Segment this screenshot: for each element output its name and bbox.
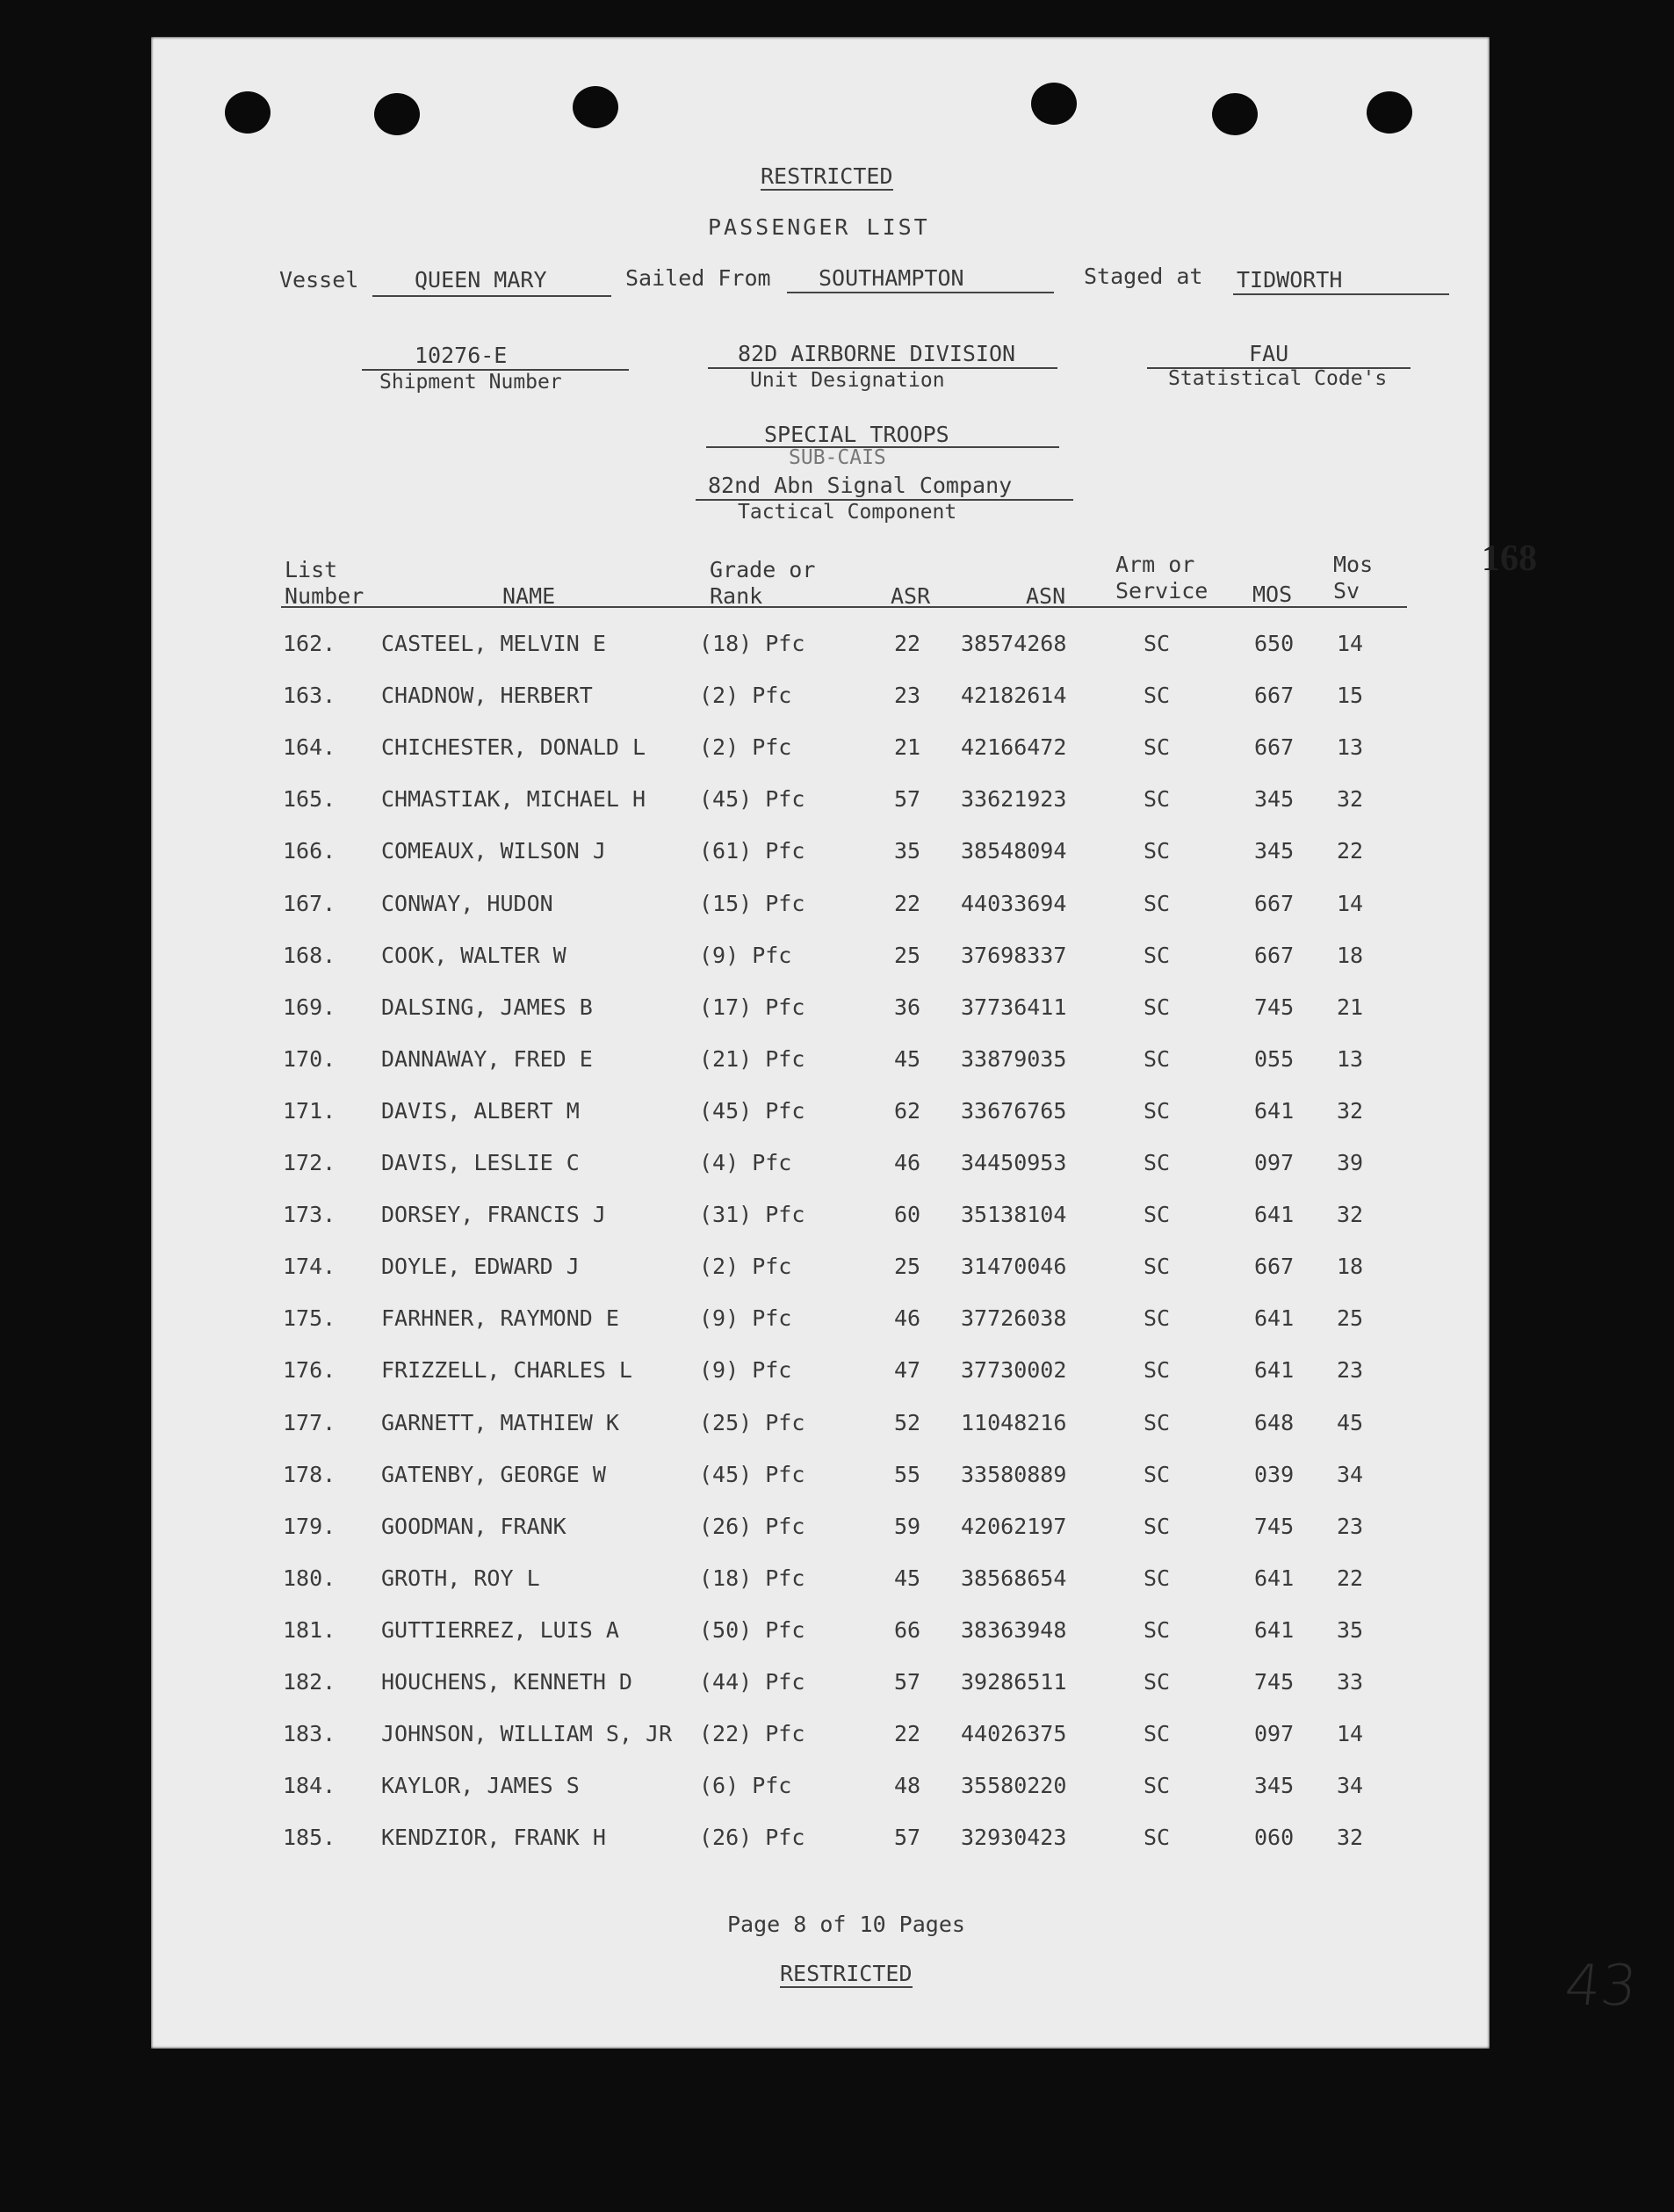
staged-value: TIDWORTH xyxy=(1237,267,1343,293)
row-asn: 44033694 xyxy=(961,891,1067,916)
row-asn: 39286511 xyxy=(961,1669,1067,1695)
row-arm: SC xyxy=(1144,1150,1171,1175)
row-grade: (18) Pfc xyxy=(699,631,805,656)
row-asn: 38548094 xyxy=(961,838,1067,864)
punch-hole-1 xyxy=(225,91,271,134)
row-asn: 37736411 xyxy=(961,994,1067,1020)
row-mos: 667 xyxy=(1254,683,1295,708)
row-mos: 345 xyxy=(1254,838,1295,864)
col-mos-sv-text: Mos Sv xyxy=(1333,552,1374,604)
row-asr: 46 xyxy=(894,1305,921,1331)
row-mos-sv: 22 xyxy=(1337,838,1364,864)
row-mos: 039 xyxy=(1254,1462,1295,1487)
row-name: GATENBY, GEORGE W xyxy=(381,1462,606,1487)
row-name: COMEAUX, WILSON J xyxy=(381,838,606,864)
row-asr: 23 xyxy=(894,683,921,708)
row-asn: 37698337 xyxy=(961,943,1067,968)
row-mos-sv: 34 xyxy=(1337,1462,1364,1487)
punch-hole-6 xyxy=(1367,91,1412,134)
row-arm: SC xyxy=(1144,1357,1171,1383)
row-arm: SC xyxy=(1144,1721,1171,1746)
col-list-number-text: List Number xyxy=(285,557,364,609)
row-list-number: 179. xyxy=(283,1514,336,1539)
row-asr: 47 xyxy=(894,1357,921,1383)
row-grade: (9) Pfc xyxy=(699,1357,792,1383)
row-arm: SC xyxy=(1144,631,1171,656)
row-name: KAYLOR, JAMES S xyxy=(381,1773,580,1798)
restricted-top: RESTRICTED xyxy=(761,163,893,189)
row-arm: SC xyxy=(1144,1462,1171,1487)
row-asn: 44026375 xyxy=(961,1721,1067,1746)
row-asr: 25 xyxy=(894,1254,921,1279)
vessel-value: QUEEN MARY xyxy=(415,267,547,293)
row-arm: SC xyxy=(1144,734,1171,760)
row-mos: 648 xyxy=(1254,1410,1295,1435)
row-list-number: 170. xyxy=(283,1046,336,1072)
row-arm: SC xyxy=(1144,1669,1171,1695)
col-arm-text: Arm or Service xyxy=(1115,552,1209,604)
row-arm: SC xyxy=(1144,1410,1171,1435)
list-title: PASSENGER LIST xyxy=(708,214,930,240)
col-asn: ASN xyxy=(1026,583,1066,609)
row-asr: 46 xyxy=(894,1150,921,1175)
row-list-number: 173. xyxy=(283,1202,336,1227)
row-grade: (18) Pfc xyxy=(699,1565,805,1591)
col-grade-text: Grade or Rank xyxy=(710,557,816,609)
row-asn: 33621923 xyxy=(961,786,1067,812)
tactical-label: Tactical Component xyxy=(738,501,957,524)
row-asr: 48 xyxy=(894,1773,921,1798)
row-list-number: 167. xyxy=(283,891,336,916)
row-name: GROTH, ROY L xyxy=(381,1565,540,1591)
row-asr: 45 xyxy=(894,1565,921,1591)
row-name: JOHNSON, WILLIAM S, JR xyxy=(381,1721,673,1746)
stat-label: Statistical Code's xyxy=(1168,367,1388,390)
row-mos: 745 xyxy=(1254,1669,1295,1695)
row-arm: SC xyxy=(1144,1305,1171,1331)
row-grade: (61) Pfc xyxy=(699,838,805,864)
sailed-underline xyxy=(787,292,1054,293)
row-asn: 38363948 xyxy=(961,1617,1067,1643)
row-asn: 42166472 xyxy=(961,734,1067,760)
row-mos: 667 xyxy=(1254,734,1295,760)
row-arm: SC xyxy=(1144,1202,1171,1227)
row-asn: 33580889 xyxy=(961,1462,1067,1487)
handwritten-number: 43 xyxy=(1562,1954,1641,2019)
staged-underline xyxy=(1233,293,1449,295)
row-mos: 097 xyxy=(1254,1150,1295,1175)
page-stamp-number: 168 xyxy=(1482,539,1537,579)
row-name: DOYLE, EDWARD J xyxy=(381,1254,580,1279)
row-mos: 345 xyxy=(1254,786,1295,812)
row-asn: 11048216 xyxy=(961,1410,1067,1435)
row-mos-sv: 39 xyxy=(1337,1150,1364,1175)
row-mos: 641 xyxy=(1254,1098,1295,1124)
row-grade: (9) Pfc xyxy=(699,1305,792,1331)
row-asn: 32930423 xyxy=(961,1825,1067,1850)
sub-unit-label: SUB-CAIS xyxy=(789,446,886,469)
row-list-number: 182. xyxy=(283,1669,336,1695)
row-arm: SC xyxy=(1144,838,1171,864)
row-list-number: 176. xyxy=(283,1357,336,1383)
row-mos-sv: 32 xyxy=(1337,1202,1364,1227)
row-asr: 22 xyxy=(894,1721,921,1746)
row-mos: 641 xyxy=(1254,1565,1295,1591)
row-name: HOUCHENS, KENNETH D xyxy=(381,1669,632,1695)
row-mos: 667 xyxy=(1254,943,1295,968)
row-asr: 52 xyxy=(894,1410,921,1435)
row-name: CHMASTIAK, MICHAEL H xyxy=(381,786,646,812)
row-grade: (22) Pfc xyxy=(699,1721,805,1746)
row-list-number: 163. xyxy=(283,683,336,708)
shipment-label: Shipment Number xyxy=(379,371,562,394)
row-grade: (31) Pfc xyxy=(699,1202,805,1227)
row-grade: (26) Pfc xyxy=(699,1514,805,1539)
row-asr: 22 xyxy=(894,891,921,916)
row-asr: 45 xyxy=(894,1046,921,1072)
row-list-number: 184. xyxy=(283,1773,336,1798)
punch-hole-2 xyxy=(374,93,420,135)
punch-hole-4 xyxy=(1031,83,1077,125)
row-grade: (45) Pfc xyxy=(699,786,805,812)
row-mos-sv: 21 xyxy=(1337,994,1364,1020)
row-name: DALSING, JAMES B xyxy=(381,994,593,1020)
row-grade: (2) Pfc xyxy=(699,734,792,760)
row-name: FARHNER, RAYMOND E xyxy=(381,1305,619,1331)
col-mos-sv xyxy=(1333,552,1386,604)
row-arm: SC xyxy=(1144,1514,1171,1539)
row-asr: 35 xyxy=(894,838,921,864)
row-list-number: 183. xyxy=(283,1721,336,1746)
row-mos: 641 xyxy=(1254,1305,1295,1331)
row-list-number: 172. xyxy=(283,1150,336,1175)
row-asn: 38568654 xyxy=(961,1565,1067,1591)
row-asr: 62 xyxy=(894,1098,921,1124)
row-grade: (45) Pfc xyxy=(699,1462,805,1487)
row-asr: 66 xyxy=(894,1617,921,1643)
row-mos-sv: 18 xyxy=(1337,1254,1364,1279)
row-list-number: 162. xyxy=(283,631,336,656)
row-name: CHADNOW, HERBERT xyxy=(381,683,593,708)
row-mos: 641 xyxy=(1254,1617,1295,1643)
col-grade xyxy=(710,557,824,610)
row-name: CASTEEL, MELVIN E xyxy=(381,631,606,656)
row-arm: SC xyxy=(1144,1098,1171,1124)
row-arm: SC xyxy=(1144,1254,1171,1279)
row-list-number: 168. xyxy=(283,943,336,968)
document-page xyxy=(151,37,1641,2049)
restricted-bottom: RESTRICTED xyxy=(780,1961,913,1986)
row-mos: 650 xyxy=(1254,631,1295,656)
col-arm xyxy=(1115,552,1221,604)
row-list-number: 171. xyxy=(283,1098,336,1124)
row-asn: 31470046 xyxy=(961,1254,1067,1279)
row-asr: 57 xyxy=(894,1669,921,1695)
row-mos: 745 xyxy=(1254,1514,1295,1539)
row-mos-sv: 13 xyxy=(1337,734,1364,760)
row-mos-sv: 23 xyxy=(1337,1357,1364,1383)
row-grade: (6) Pfc xyxy=(699,1773,792,1798)
row-name: DORSEY, FRANCIS J xyxy=(381,1202,606,1227)
row-asr: 25 xyxy=(894,943,921,968)
row-grade: (45) Pfc xyxy=(699,1098,805,1124)
row-mos-sv: 14 xyxy=(1337,631,1364,656)
row-grade: (2) Pfc xyxy=(699,683,792,708)
row-asr: 36 xyxy=(894,994,921,1020)
row-name: CONWAY, HUDON xyxy=(381,891,553,916)
row-mos-sv: 25 xyxy=(1337,1305,1364,1331)
row-mos-sv: 18 xyxy=(1337,943,1364,968)
row-asn: 35138104 xyxy=(961,1202,1067,1227)
row-asn: 42062197 xyxy=(961,1514,1067,1539)
row-grade: (2) Pfc xyxy=(699,1254,792,1279)
row-name: GARNETT, MATHIEW K xyxy=(381,1410,619,1435)
row-grade: (4) Pfc xyxy=(699,1150,792,1175)
row-name: GUTTIERREZ, LUIS A xyxy=(381,1617,619,1643)
row-arm: SC xyxy=(1144,994,1171,1020)
row-asr: 22 xyxy=(894,631,921,656)
row-asn: 38574268 xyxy=(961,631,1067,656)
row-arm: SC xyxy=(1144,1773,1171,1798)
row-mos: 667 xyxy=(1254,1254,1295,1279)
sailed-label: Sailed From xyxy=(625,265,771,291)
row-mos-sv: 14 xyxy=(1337,891,1364,916)
row-name: FRIZZELL, CHARLES L xyxy=(381,1357,632,1383)
row-grade: (17) Pfc xyxy=(699,994,805,1020)
tactical-value: 82nd Abn Signal Company xyxy=(708,473,1013,498)
row-mos: 745 xyxy=(1254,994,1295,1020)
row-mos-sv: 32 xyxy=(1337,1098,1364,1124)
row-mos-sv: 23 xyxy=(1337,1514,1364,1539)
vessel-underline xyxy=(372,295,611,297)
row-asn: 42182614 xyxy=(961,683,1067,708)
row-arm: SC xyxy=(1144,1046,1171,1072)
row-asn: 34450953 xyxy=(961,1150,1067,1175)
row-asn: 37730002 xyxy=(961,1357,1067,1383)
row-list-number: 178. xyxy=(283,1462,336,1487)
col-name: NAME xyxy=(502,583,556,609)
row-name: KENDZIOR, FRANK H xyxy=(381,1825,606,1850)
row-list-number: 164. xyxy=(283,734,336,760)
row-mos: 097 xyxy=(1254,1721,1295,1746)
row-list-number: 180. xyxy=(283,1565,336,1591)
row-grade: (25) Pfc xyxy=(699,1410,805,1435)
unit-label: Unit Designation xyxy=(750,369,945,392)
row-arm: SC xyxy=(1144,891,1171,916)
row-list-number: 174. xyxy=(283,1254,336,1279)
row-name: DANNAWAY, FRED E xyxy=(381,1046,593,1072)
row-grade: (21) Pfc xyxy=(699,1046,805,1072)
row-mos-sv: 13 xyxy=(1337,1046,1364,1072)
row-asn: 37726038 xyxy=(961,1305,1067,1331)
row-arm: SC xyxy=(1144,943,1171,968)
page-info: Page 8 of 10 Pages xyxy=(727,1912,965,1937)
row-mos: 055 xyxy=(1254,1046,1295,1072)
row-asr: 21 xyxy=(894,734,921,760)
row-arm: SC xyxy=(1144,1617,1171,1643)
row-grade: (15) Pfc xyxy=(699,891,805,916)
punch-hole-3 xyxy=(573,86,618,128)
sub-unit: SPECIAL TROOPS xyxy=(764,422,949,447)
row-arm: SC xyxy=(1144,683,1171,708)
row-asr: 60 xyxy=(894,1202,921,1227)
row-grade: (26) Pfc xyxy=(699,1825,805,1850)
row-grade: (50) Pfc xyxy=(699,1617,805,1643)
row-list-number: 175. xyxy=(283,1305,336,1331)
row-mos-sv: 15 xyxy=(1337,683,1364,708)
row-name: DAVIS, LESLIE C xyxy=(381,1150,580,1175)
row-list-number: 177. xyxy=(283,1410,336,1435)
row-arm: SC xyxy=(1144,1825,1171,1850)
row-list-number: 185. xyxy=(283,1825,336,1850)
row-mos-sv: 45 xyxy=(1337,1410,1364,1435)
sailed-value: SOUTHAMPTON xyxy=(819,265,964,291)
row-mos-sv: 34 xyxy=(1337,1773,1364,1798)
row-asr: 59 xyxy=(894,1514,921,1539)
row-arm: SC xyxy=(1144,1565,1171,1591)
row-name: COOK, WALTER W xyxy=(381,943,566,968)
row-mos-sv: 32 xyxy=(1337,786,1364,812)
row-mos: 667 xyxy=(1254,891,1295,916)
shipment-number: 10276-E xyxy=(415,343,508,368)
row-mos: 641 xyxy=(1254,1357,1295,1383)
row-asn: 35580220 xyxy=(961,1773,1067,1798)
row-mos-sv: 14 xyxy=(1337,1721,1364,1746)
row-mos-sv: 22 xyxy=(1337,1565,1364,1591)
unit-value: 82D AIRBORNE DIVISION xyxy=(738,341,1016,366)
row-arm: SC xyxy=(1144,786,1171,812)
stat-value: FAU xyxy=(1249,341,1289,366)
col-mos: MOS xyxy=(1252,582,1293,607)
row-mos: 060 xyxy=(1254,1825,1295,1850)
row-mos: 345 xyxy=(1254,1773,1295,1798)
col-list-number xyxy=(285,557,372,610)
row-asr: 57 xyxy=(894,786,921,812)
row-list-number: 165. xyxy=(283,786,336,812)
row-grade: (44) Pfc xyxy=(699,1669,805,1695)
staged-label: Staged at xyxy=(1084,264,1203,289)
row-name: CHICHESTER, DONALD L xyxy=(381,734,646,760)
row-asr: 55 xyxy=(894,1462,921,1487)
row-mos: 641 xyxy=(1254,1202,1295,1227)
row-name: DAVIS, ALBERT M xyxy=(381,1098,580,1124)
row-list-number: 166. xyxy=(283,838,336,864)
row-list-number: 169. xyxy=(283,994,336,1020)
row-asr: 57 xyxy=(894,1825,921,1850)
row-list-number: 181. xyxy=(283,1617,336,1643)
row-name: GOODMAN, FRANK xyxy=(381,1514,566,1539)
row-asn: 33879035 xyxy=(961,1046,1067,1072)
header-underline xyxy=(281,606,1407,608)
row-asn: 33676765 xyxy=(961,1098,1067,1124)
row-mos-sv: 35 xyxy=(1337,1617,1364,1643)
row-grade: (9) Pfc xyxy=(699,943,792,968)
vessel-label: Vessel xyxy=(279,267,359,293)
col-asr: ASR xyxy=(891,583,931,609)
row-mos-sv: 32 xyxy=(1337,1825,1364,1850)
punch-hole-5 xyxy=(1212,93,1258,135)
row-mos-sv: 33 xyxy=(1337,1669,1364,1695)
